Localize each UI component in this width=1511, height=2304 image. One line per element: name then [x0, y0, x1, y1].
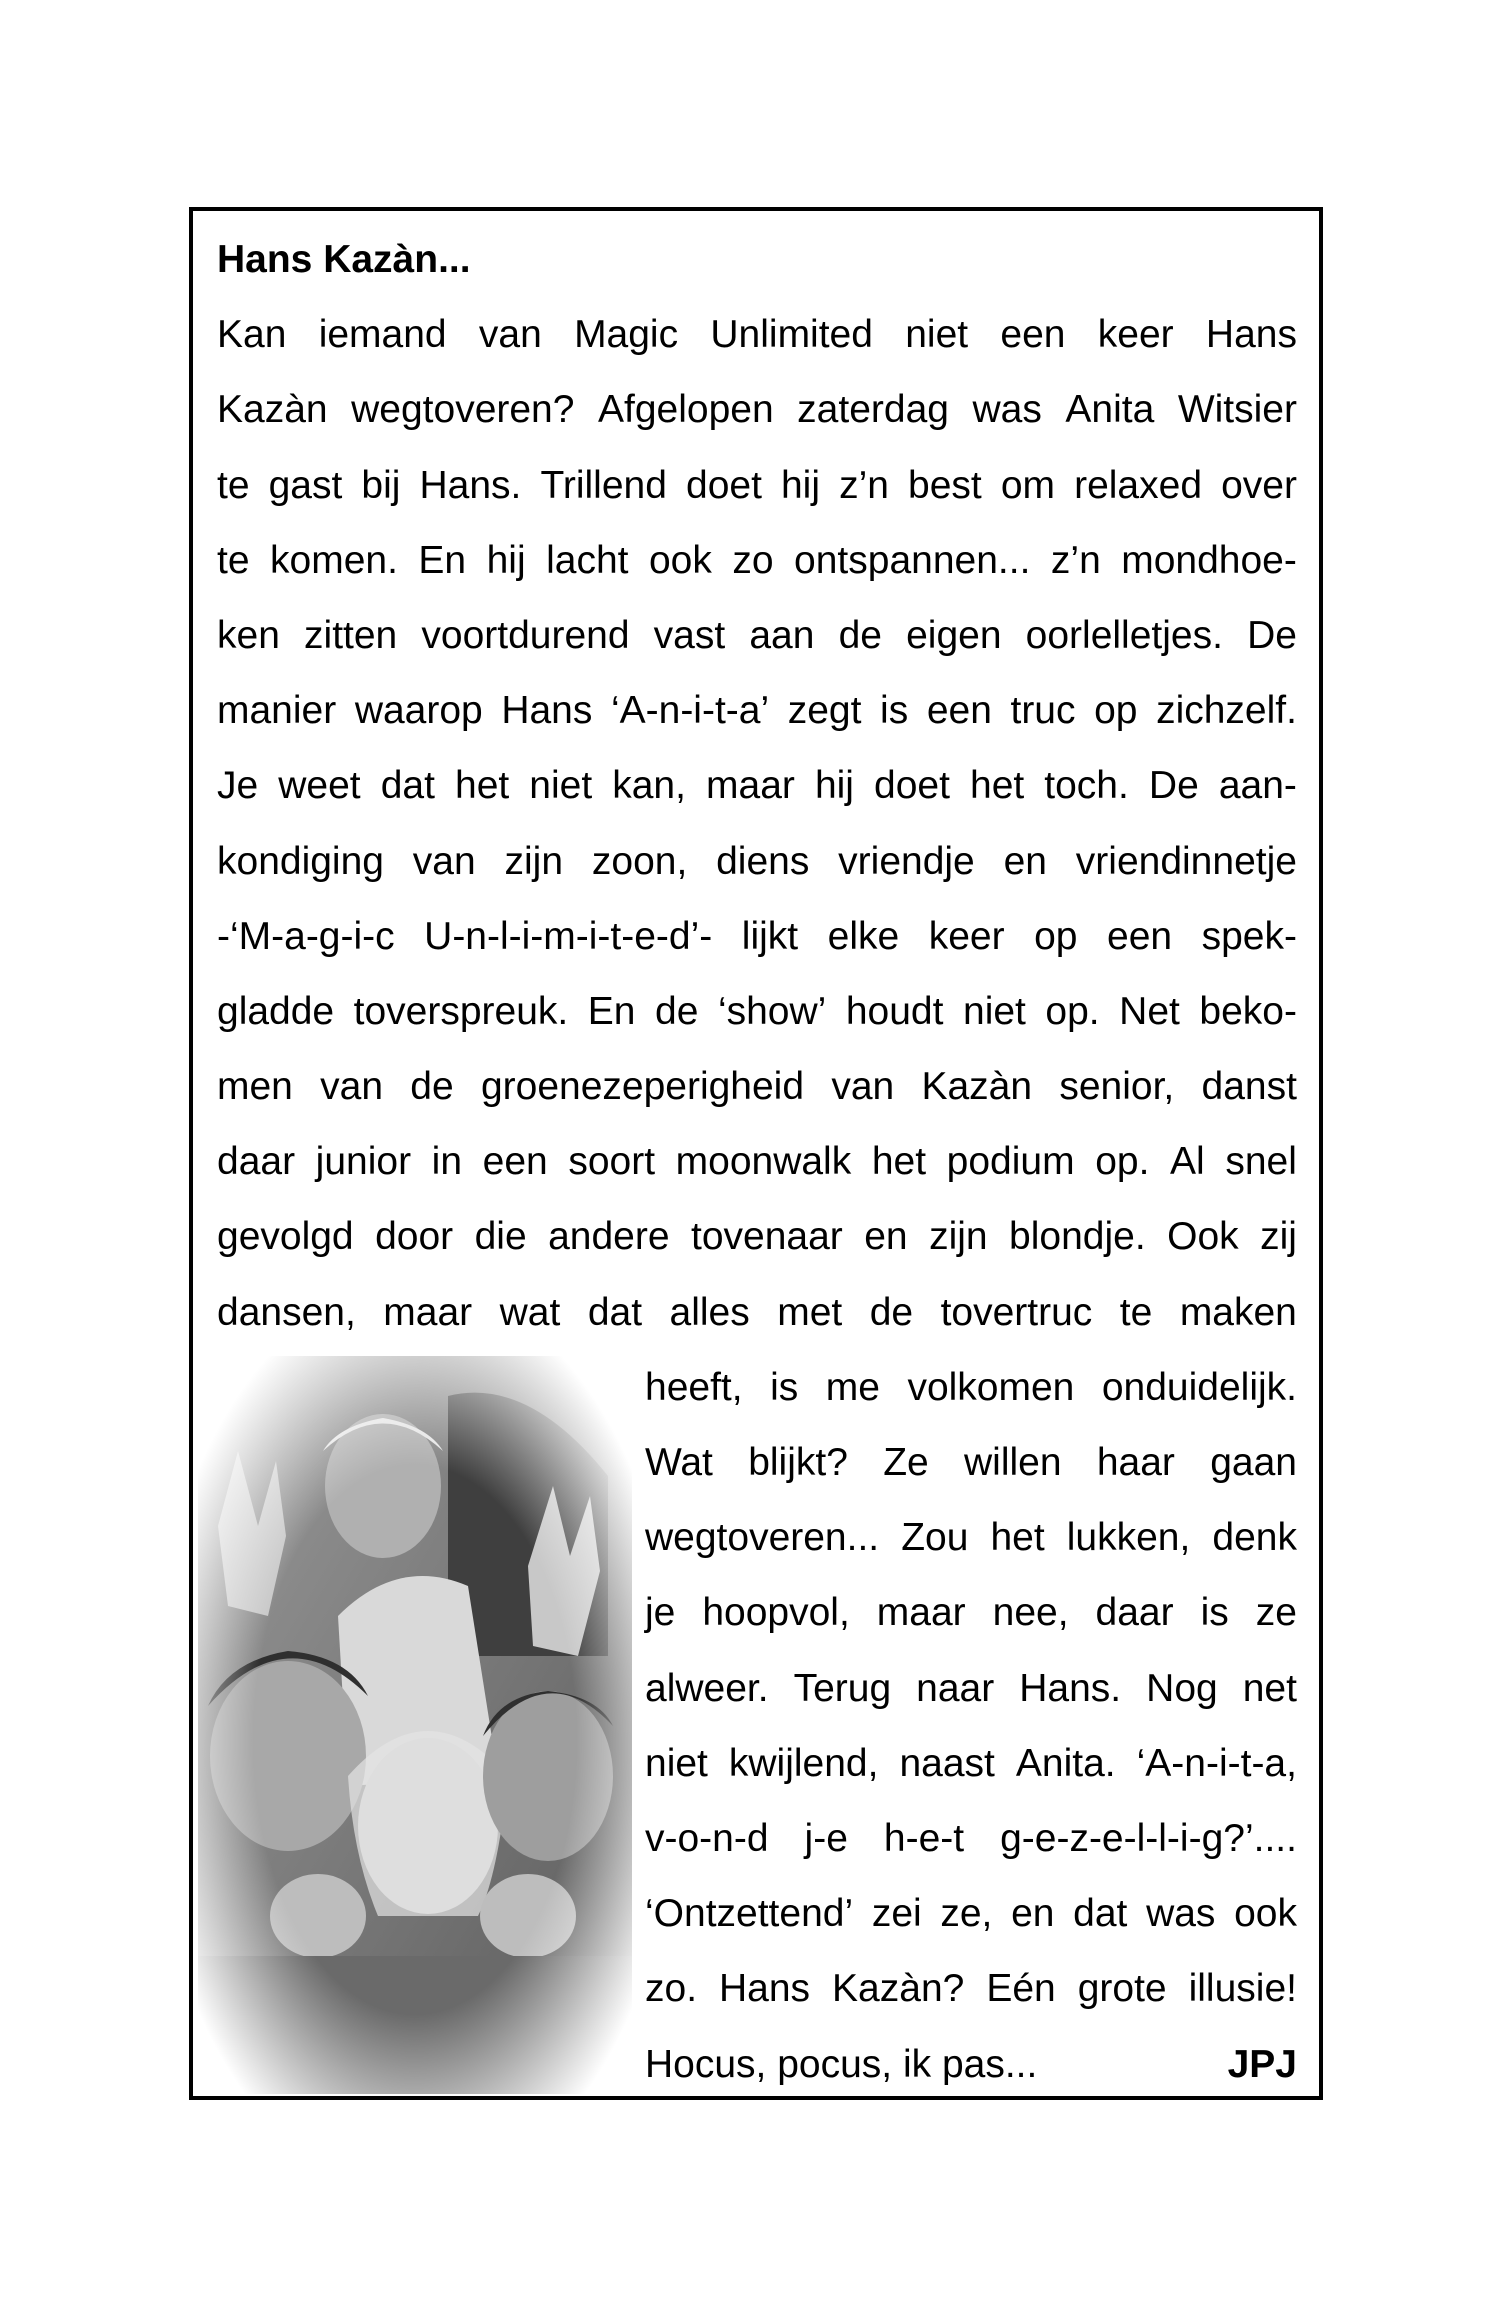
body-line: te gast bij Hans. Trillend doet hij z’n best om relaxed over [217, 463, 1297, 507]
body-line: kondiging van zijn zoon, diens vriendje en vriendinnetje [217, 839, 1297, 883]
body-line: alweer. Terug naar Hans. Nog net [645, 1666, 1297, 1710]
body-line: Je weet dat het niet kan, maar hij doet het toch. De aan- [217, 764, 1297, 808]
body-line: heeft, is me volkomen onduidelijk. [645, 1365, 1297, 1409]
body-line: men van de groenezeperigheid van Kazàn senior, danst [217, 1065, 1297, 1109]
article-title: Hans Kazàn... [217, 238, 471, 281]
article-closing-line [645, 2027, 1297, 2102]
article-text [217, 222, 1297, 2102]
body-line: je hoopvol, maar nee, daar is ze [645, 1591, 1297, 1635]
body-line: manier waarop Hans ‘A-n-i-t-a’ zegt is een truc op zichzelf. [217, 689, 1297, 733]
article-body [217, 297, 1297, 1350]
body-line: wegtoveren... Zou het lukken, denk [645, 1516, 1297, 1560]
author-signature: JPJ [1227, 2042, 1297, 2086]
body-line: gevolgd door die andere tovenaar en zijn blondje. Ook zij [217, 1215, 1297, 1259]
body-line: dansen, maar wat dat alles met de tovertruc te maken [217, 1290, 1297, 1334]
closing-text: Hocus, pocus, ik pas... [645, 2042, 1038, 2086]
body-line: Kazàn wegtoveren? Afgelopen zaterdag was Anita Witsier [217, 388, 1297, 432]
body-line: daar junior in een soort moonwalk het podium op. Al snel [217, 1140, 1297, 1184]
body-line: Kan iemand van Magic Unlimited niet een keer Hans [217, 313, 1297, 357]
body-line: zo. Hans Kazàn? Eén grote illusie! [645, 1967, 1297, 2011]
body-line: ‘Ontzettend’ zei ze, en dat was ook [645, 1892, 1297, 1936]
body-line: te komen. En hij lacht ook zo ontspannen... z’n mondhoe- [217, 538, 1297, 582]
body-line: ken zitten voortdurend vast aan de eigen oorlelletjes. De [217, 613, 1297, 657]
body-line: Wat blijkt? Ze willen haar gaan [645, 1441, 1297, 1484]
body-line: niet kwijlend, naast Anita. ‘A-n-i-t-a, [645, 1741, 1297, 1785]
body-line: gladde toverspreuk. En de ‘show’ houdt niet op. Net beko- [217, 989, 1297, 1033]
article-body-beside-photo [217, 1350, 1297, 2027]
body-line: -‘M-a-g-i-c U-n-l-i-m-i-t-e-d’- lijkt elke keer op een spek- [217, 914, 1297, 958]
body-line: v-o-n-d j-e h-e-t g-e-z-e-l-l-i-g?’.... [645, 1816, 1297, 1860]
